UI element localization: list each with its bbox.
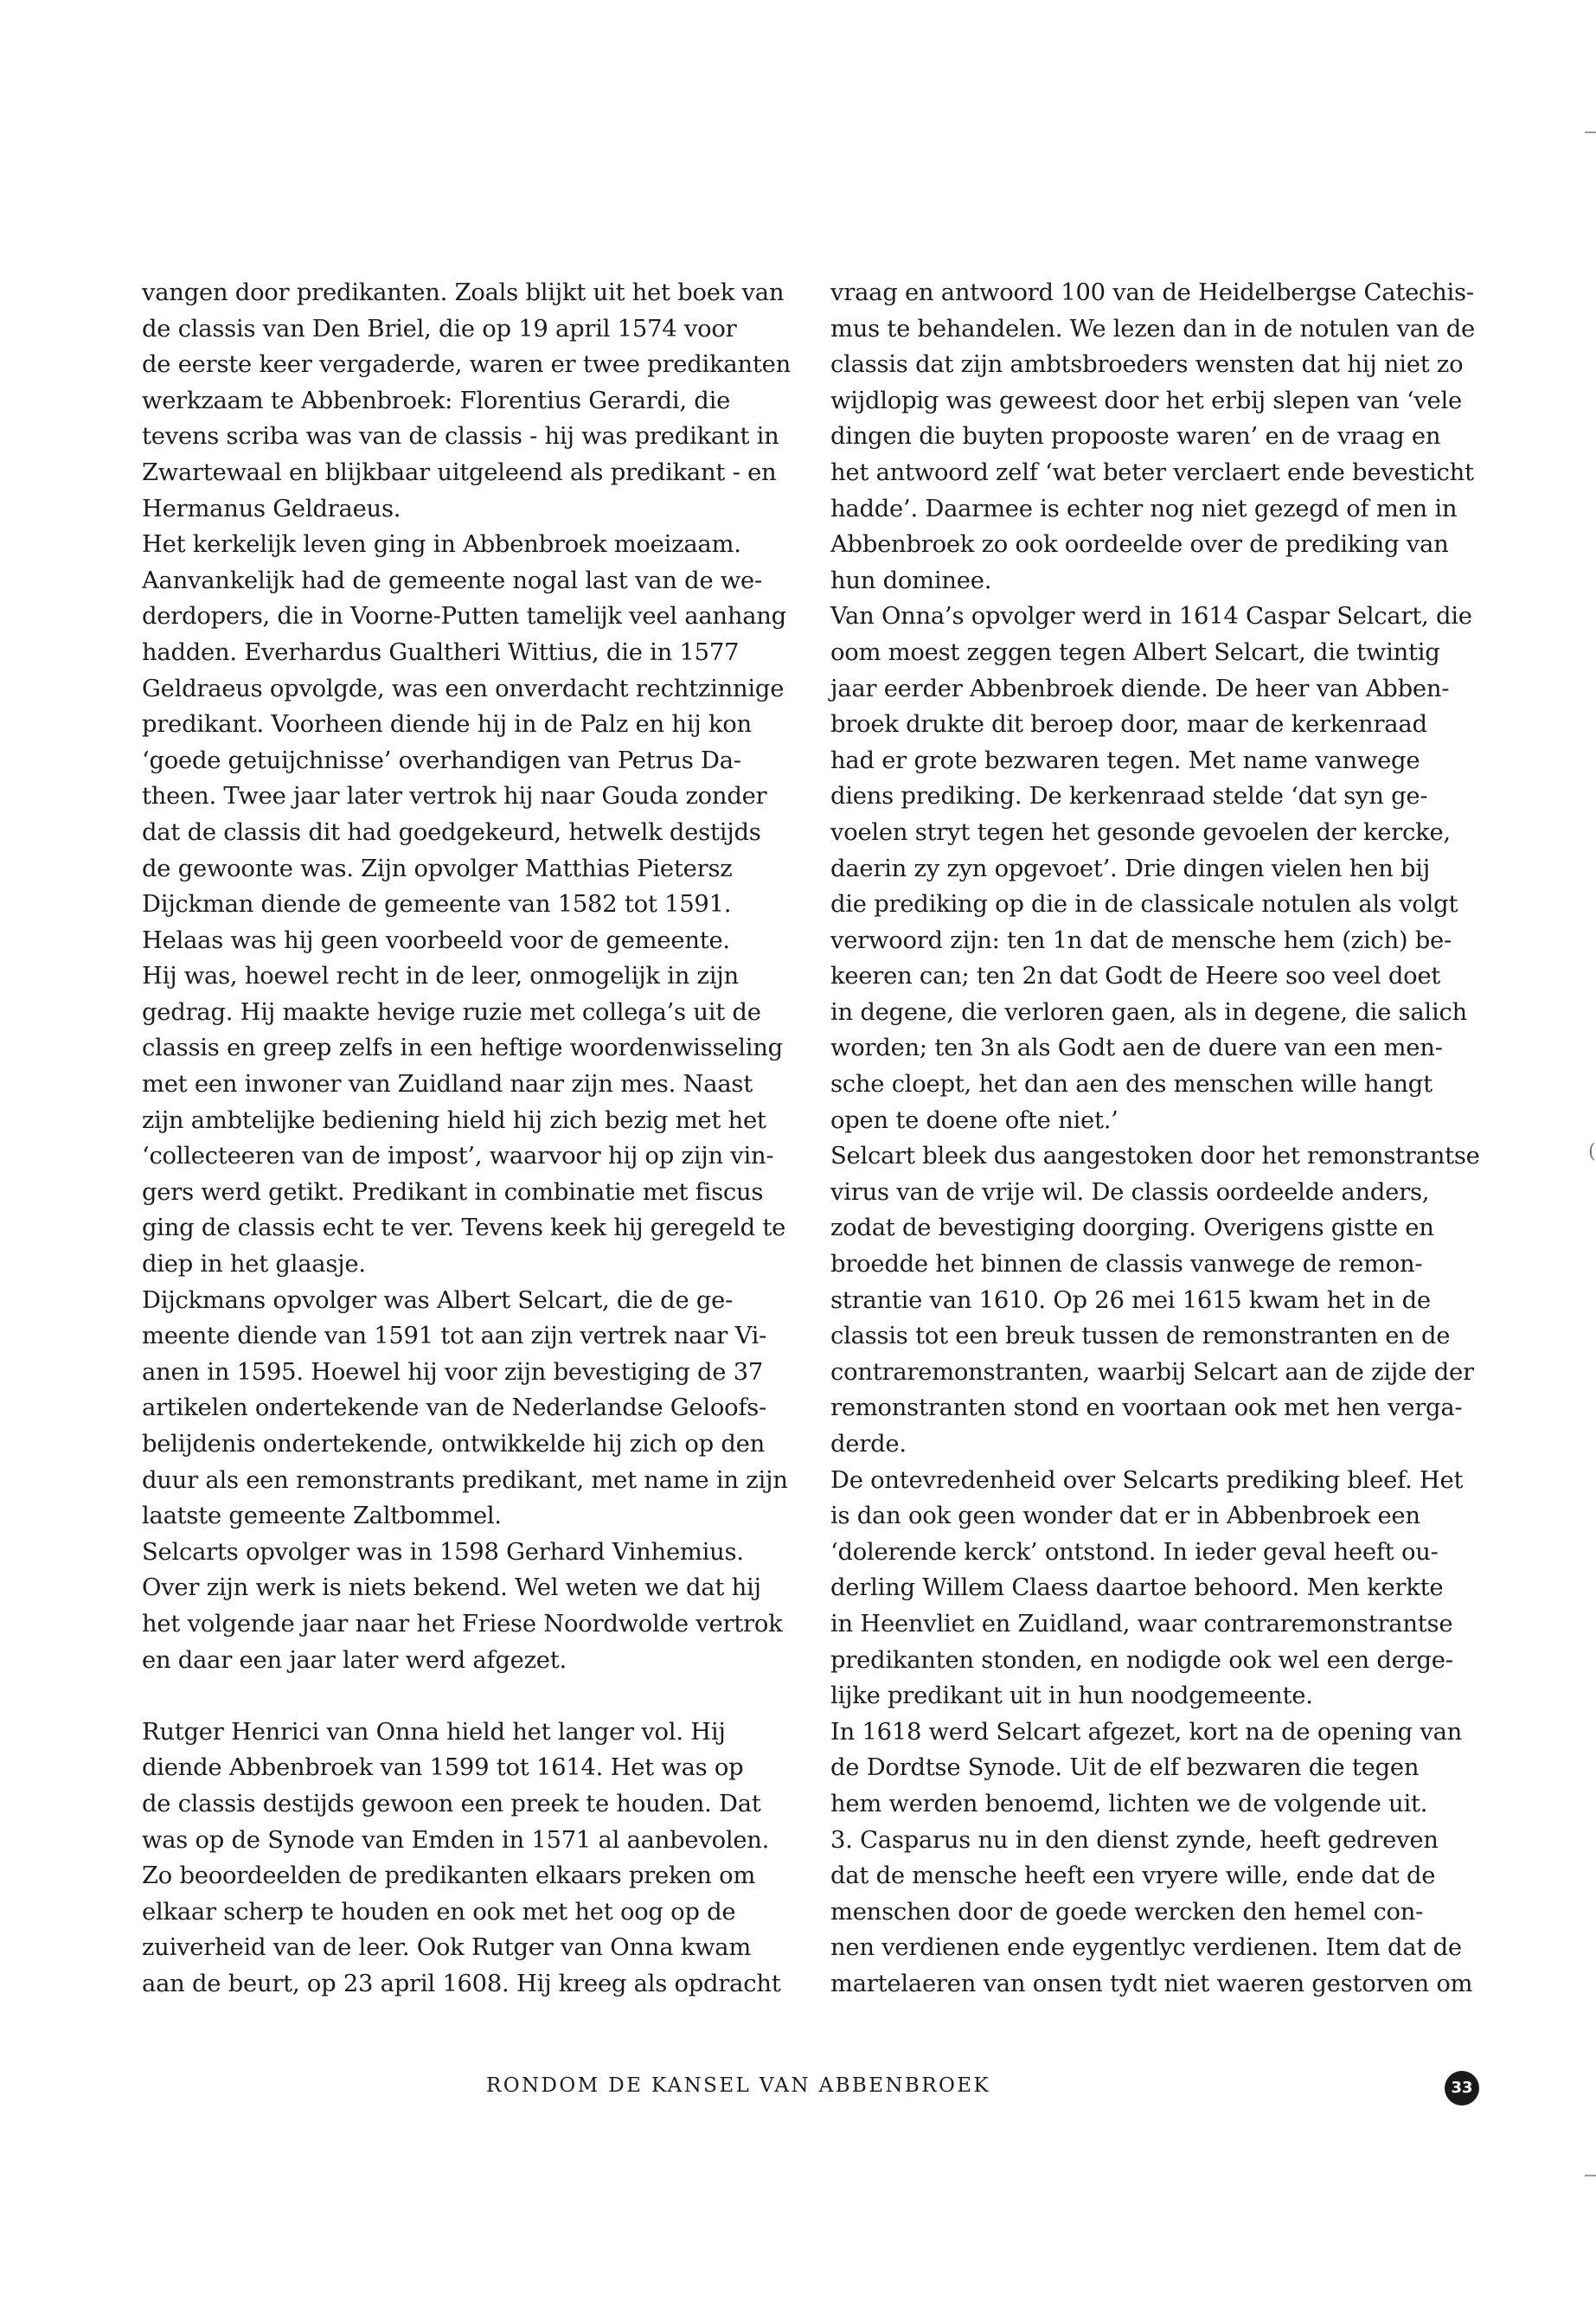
text-line: Zwartewaal en blijkbaar uitgeleend als predikant - en <box>142 458 777 486</box>
text-line: die prediking op die in de classicale notulen als volgt <box>830 891 1458 919</box>
text-line: Het kerkelijk leven ging in Abbenbroek moeizaam. <box>142 531 741 559</box>
text-line: verwoord zijn: ten 1n dat de mensche hem (zich) be- <box>830 926 1452 954</box>
text-line: en daar een jaar later werd afgezet. <box>142 1646 567 1674</box>
crop-mark-top <box>1585 131 1596 133</box>
text-line: zuiverheid van de leer. Ook Rutger van Onna kwam <box>142 1934 752 1962</box>
text-line: nen verdienen ende eygentlyc verdienen. Item dat de <box>830 1934 1462 1962</box>
text-line: Selcarts opvolger was in 1598 Gerhard Vinhemius. <box>142 1538 744 1566</box>
text-line <box>142 1678 817 1715</box>
text-line: de classis van Den Briel, die op 19 april 1574 voor <box>142 315 737 343</box>
text-line: ging de classis echt te ver. Tevens keek hij geregeld te <box>142 1215 786 1242</box>
text-line: Abbenbroek zo ook oordeelde over de prediking van <box>830 531 1449 559</box>
text-line: was op de Synode van Emden in 1571 al aanbevolen. <box>142 1826 770 1854</box>
text-line: in degene, die verloren gaen, als in degene, die salich <box>830 998 1467 1026</box>
text-line: In 1618 werd Selcart afgezet, kort na de opening van <box>830 1718 1463 1746</box>
text-line: theen. Twee jaar later vertrok hij naar Gouda zonder <box>142 783 767 811</box>
text-line: hadden. Everhardus Gualtheri Wittius, die in 1577 <box>142 638 740 666</box>
text-line: broedde het binnen de classis vanwege de remon- <box>830 1251 1423 1279</box>
text-line: Dijckmans opvolger was Albert Selcart, die de ge- <box>142 1286 734 1314</box>
text-line: Van Onna’s opvolger werd in 1614 Caspar Selcart, die <box>830 603 1472 631</box>
text-line: strantie van 1610. Op 26 mei 1615 kwam het in de <box>830 1286 1431 1314</box>
text-line: Rutger Henrici van Onna hield het langer vol. Hij <box>142 1718 726 1746</box>
text-line: diens prediking. De kerkenraad stelde ‘dat syn ge- <box>830 783 1428 811</box>
text-line: Hij was, hoewel recht in de leer, onmogelijk in zijn <box>142 963 739 990</box>
text-line: predikant. Voorheen diende hij in de Palz en hij kon <box>142 711 752 739</box>
text-line: hem werden benoemd, lichten we de volgende uit. <box>830 1790 1428 1817</box>
text-line: open te doene ofte niet.’ <box>830 1106 1118 1134</box>
text-line: zodat de bevestiging doorging. Overigens gistte en <box>830 1215 1434 1242</box>
left-text-column <box>142 275 817 2003</box>
text-line: gers werd getikt. Predikant in combinatie met fiscus <box>142 1178 764 1206</box>
text-line: had er grote bezwaren tegen. Met name vanwege <box>830 747 1420 774</box>
text-line: laatste gemeente Zaltbommel. <box>142 1503 502 1530</box>
text-line: aan de beurt, op 23 april 1608. Hij kreeg als opdracht <box>142 1970 781 1997</box>
right-text-column <box>830 275 1505 2003</box>
text-line: zijn ambtelijke bediening hield hij zich bezig met het <box>142 1106 766 1134</box>
text-line: keeren can; ten 2n dat Godt de Heere soo veel doet <box>830 963 1441 990</box>
text-line: ‘goede getuijchnisse’ overhandigen van Petrus Da- <box>142 747 741 774</box>
text-line: hun dominee. <box>830 567 992 594</box>
text-line: de Dordtse Synode. Uit de elf bezwaren die tegen <box>830 1754 1420 1782</box>
text-line: het volgende jaar naar het Friese Noordwolde vertrok <box>142 1610 783 1638</box>
text-line: derde. <box>830 1431 907 1458</box>
text-line: diende Abbenbroek van 1599 tot 1614. Het was op <box>142 1754 744 1782</box>
text-line: predikanten stonden, en nodigde ook wel een derge- <box>830 1646 1453 1674</box>
text-line: vangen door predikanten. Zoals blijkt uit het boek van <box>142 279 785 306</box>
text-line: artikelen ondertekende van de Nederlandse Geloofs- <box>142 1394 767 1422</box>
text-line: martelaeren van onsen tydt niet waeren gestorven om <box>830 1970 1473 1997</box>
text-line: dingen die buyten propooste waren’ en de vraag en <box>830 423 1441 451</box>
text-line: mus te behandelen. We lezen dan in de notulen van de <box>830 315 1475 343</box>
text-line: Aanvankelijk had de gemeente nogal last van de we- <box>142 567 763 594</box>
text-line: belijdenis ondertekende, ontwikkelde hij zich op den <box>142 1431 766 1458</box>
text-line: elkaar scherp te houden en ook met het oog op de <box>142 1898 736 1926</box>
text-line: de gewoonte was. Zijn opvolger Matthias Pietersz <box>142 855 733 882</box>
text-line: vraag en antwoord 100 van de Heidelbergse Catechis- <box>830 279 1474 306</box>
text-line: classis tot een breuk tussen de remonstranten en de <box>830 1323 1451 1350</box>
text-line: wijdlopig was geweest door het erbij slepen van ‘vele <box>830 387 1462 414</box>
text-line: voelen stryt tegen het gesonde gevoelen der kercke, <box>830 818 1451 846</box>
text-line: Hermanus Geldraeus. <box>142 495 401 522</box>
text-line: Geldraeus opvolgde, was een onverdacht rechtzinnige <box>142 675 785 702</box>
text-line: sche cloept, het dan aen des menschen wille hangt <box>830 1071 1433 1099</box>
text-line: tevens scriba was van de classis - hij was predikant in <box>142 423 779 451</box>
text-line: gedrag. Hij maakte hevige ruzie met collega’s uit de <box>142 998 761 1026</box>
text-line: 3. Casparus nu in den dienst zynde, heeft gedreven <box>830 1826 1439 1854</box>
text-line: Helaas was hij geen voorbeeld voor de gemeente. <box>142 926 730 954</box>
text-line: is dan ook geen wonder dat er in Abbenbroek een <box>830 1503 1420 1530</box>
text-line: dat de classis dit had goedgekeurd, hetwelk destijds <box>142 818 761 846</box>
text-line: de eerste keer vergaderde, waren er twee predikanten <box>142 351 791 379</box>
registration-mark-icon: ( <box>1588 1141 1596 1163</box>
text-line: de classis destijds gewoon een preek te houden. Dat <box>142 1790 761 1817</box>
text-line: daerin zy zyn opgevoet’. Drie dingen vielen hen bij <box>830 855 1430 882</box>
text-line: het antwoord zelf ‘wat beter verclaert ende bevesticht <box>830 458 1474 486</box>
text-line: lijke predikant uit in hun noodgemeente. <box>830 1682 1313 1710</box>
text-line: duur als een remonstrants predikant, met name in zijn <box>142 1466 788 1494</box>
text-line: oom moest zeggen tegen Albert Selcart, die twintig <box>830 638 1440 666</box>
text-line: meente diende van 1591 tot aan zijn vertrek naar Vi- <box>142 1323 767 1350</box>
text-line: jaar eerder Abbenbroek diende. De heer van Abben- <box>830 675 1450 702</box>
text-line: anen in 1595. Hoewel hij voor zijn bevestiging de 37 <box>142 1358 764 1386</box>
running-footer-title: RONDOM DE KANSEL VAN ABBENBROEK <box>486 2074 990 2097</box>
text-line: dat de mensche heeft een vryere wille, ende dat de <box>830 1862 1436 1890</box>
text-line: hadde’. Daarmee is echter nog niet gezegd of men in <box>830 495 1458 522</box>
text-line: Dijckman diende de gemeente van 1582 tot 1591. <box>142 891 732 919</box>
crop-mark-bottom <box>1585 2175 1596 2176</box>
text-line: ‘collecteeren van de impost’, waarvoor hij op zijn vin- <box>142 1143 774 1170</box>
text-line: derling Willem Claess daartoe behoord. Men kerkte <box>830 1574 1444 1602</box>
text-line: contraremonstranten, waarbij Selcart aan de zijde der <box>830 1358 1474 1386</box>
text-line: in Heenvliet en Zuidland, waar contraremonstrantse <box>830 1610 1453 1638</box>
text-line: ‘dolerende kerck’ ontstond. In ieder geval heeft ou- <box>830 1538 1439 1566</box>
text-line: worden; ten 3n als Godt aen de duere van een men- <box>830 1035 1443 1062</box>
text-line: derdopers, die in Voorne-Putten tamelijk veel aanhang <box>142 603 786 631</box>
text-line: werkzaam te Abbenbroek: Florentius Gerardi, die <box>142 387 731 414</box>
text-line: De ontevredenheid over Selcarts prediking bleef. Het <box>830 1466 1464 1494</box>
text-line: classis dat zijn ambtsbroeders wensten dat hij niet zo <box>830 351 1464 379</box>
text-line: menschen door de goede wercken den hemel con- <box>830 1898 1424 1926</box>
text-line: met een inwoner van Zuidland naar zijn mes. Naast <box>142 1071 753 1099</box>
text-line: virus van de vrije wil. De classis oordeelde anders, <box>830 1178 1430 1206</box>
text-line: diep in het glaasje. <box>142 1251 366 1279</box>
text-line: broek drukte dit beroep door, maar de kerkenraad <box>830 711 1427 739</box>
text-line: Over zijn werk is niets bekend. Wel weten we dat hij <box>142 1574 761 1602</box>
text-line: Zo beoordeelden de predikanten elkaars preken om <box>142 1862 756 1890</box>
text-line: classis en greep zelfs in een heftige woordenwisseling <box>142 1035 783 1062</box>
page-number-badge: 33 <box>1445 2071 1479 2106</box>
text-line: remonstranten stond en voortaan ook met hen verga- <box>830 1394 1463 1422</box>
text-line: Selcart bleek dus aangestoken door het remonstrantse <box>830 1143 1480 1170</box>
